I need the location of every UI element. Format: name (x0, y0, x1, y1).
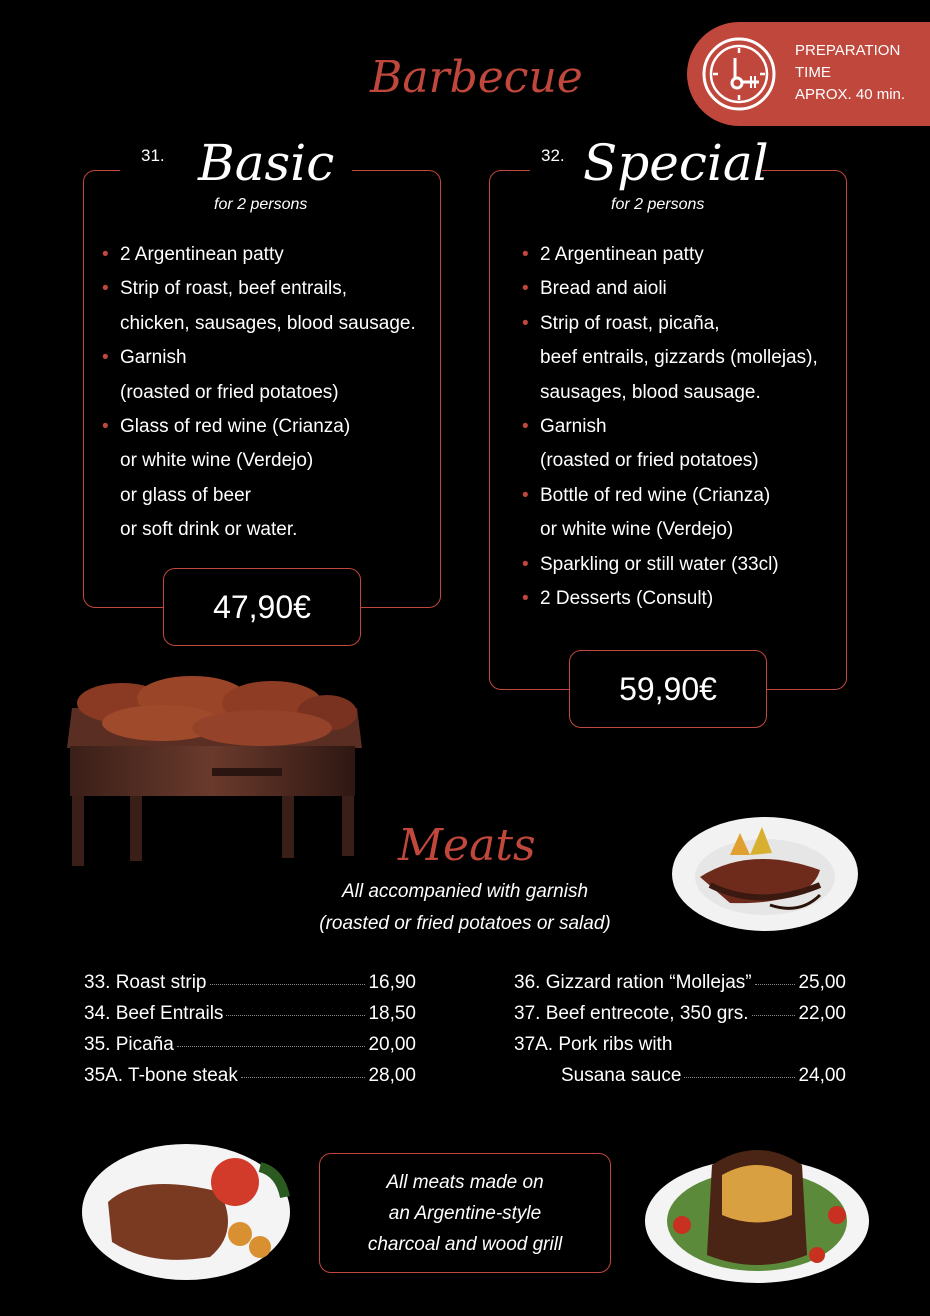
meat-label: 37A. Pork ribs with (514, 1034, 673, 1055)
meat-price: 16,90 (368, 972, 416, 993)
package-special-items (520, 238, 818, 616)
meat-label: 35A. T-bone steak (84, 1065, 238, 1086)
meats-subtitle (280, 876, 650, 940)
list-item: • 2 Argentinean patty (520, 238, 818, 272)
preparation-text (795, 40, 905, 106)
list-item: • 2 Argentinean patty (100, 238, 416, 272)
package-special-name: Special (583, 134, 769, 192)
note-line-1: All meats made on (386, 1171, 544, 1193)
meats-subtitle-line-1: All accompanied with garnish (341, 881, 589, 902)
badge-line-3: APROX. 40 min. (795, 86, 906, 103)
meat-row (561, 1065, 846, 1096)
package-basic-number: 31. (141, 146, 165, 165)
package-special-price: 59,90€ (569, 650, 767, 728)
list-item: • Strip of roast, picaña, beef entrails, gizzards (mollejas), sausages, blood sausage. (520, 307, 818, 410)
meat-price: 22,00 (798, 1003, 846, 1024)
meat-label: 37. Beef entrecote, 350 grs. (514, 1003, 749, 1024)
list-item: • Bottle of red wine (Crianza) or white wine (Verdejo) (520, 479, 818, 548)
badge-line-2: TIME (795, 64, 831, 81)
note-line-3: charcoal and wood grill (367, 1233, 563, 1255)
meat-row (84, 1034, 416, 1065)
clock-fork-knife-icon (701, 36, 777, 112)
meats-title: Meats (398, 820, 536, 871)
meat-price: 18,50 (368, 1003, 416, 1024)
note-line-2: an Argentine-style (388, 1202, 542, 1224)
meat-price: 24,00 (798, 1065, 846, 1086)
meat-row (514, 1034, 846, 1065)
package-basic-price: 47,90€ (163, 568, 361, 646)
steak-plate-photo (670, 815, 860, 933)
meat-label: 34. Beef Entrails (84, 1003, 224, 1024)
preparation-time-badge (687, 22, 930, 126)
package-basic-items (100, 238, 416, 548)
package-special-number: 32. (541, 146, 565, 165)
ribs-salad-plate-photo (642, 1135, 872, 1287)
meat-price: 20,00 (368, 1034, 416, 1055)
meat-label: 36. Gizzard ration “Mollejas” (514, 972, 752, 993)
meat-price: 25,00 (798, 972, 846, 993)
list-item: • Glass of red wine (Crianza) or white wine (Verdejo) or glass of beer or soft drink or water. (100, 410, 416, 548)
meat-label: 33. Roast strip (84, 972, 207, 993)
meat-row (514, 972, 846, 1003)
list-item: • Bread and aioli (520, 272, 818, 306)
list-item: • 2 Desserts (Consult) (520, 582, 818, 616)
meats-subtitle-line-2: (roasted or fried potatoes or salad) (319, 913, 611, 934)
list-item: • Sparkling or still water (33cl) (520, 548, 818, 582)
package-special-persons: for 2 persons (611, 196, 705, 213)
meat-row (84, 1003, 416, 1034)
list-item: • Garnish (roasted or fried potatoes) (520, 410, 818, 479)
meat-row (84, 1065, 416, 1096)
package-basic-persons: for 2 persons (214, 196, 308, 213)
meat-label: Susana sauce (561, 1065, 682, 1086)
page-title: Barbecue (370, 52, 583, 103)
list-item: • Strip of roast, beef entrails, chicken, sausages, blood sausage. (100, 272, 416, 341)
list-item: • Garnish (roasted or fried potatoes) (100, 341, 416, 410)
meat-row (514, 1003, 846, 1034)
package-basic-name: Basic (198, 134, 335, 192)
meat-row (84, 972, 416, 1003)
grill-note (319, 1153, 611, 1273)
meat-price: 28,00 (368, 1065, 416, 1086)
tbone-plate-photo (80, 1142, 292, 1282)
meat-label: 35. Picaña (84, 1034, 174, 1055)
badge-line-1: PREPARATION (795, 42, 901, 59)
